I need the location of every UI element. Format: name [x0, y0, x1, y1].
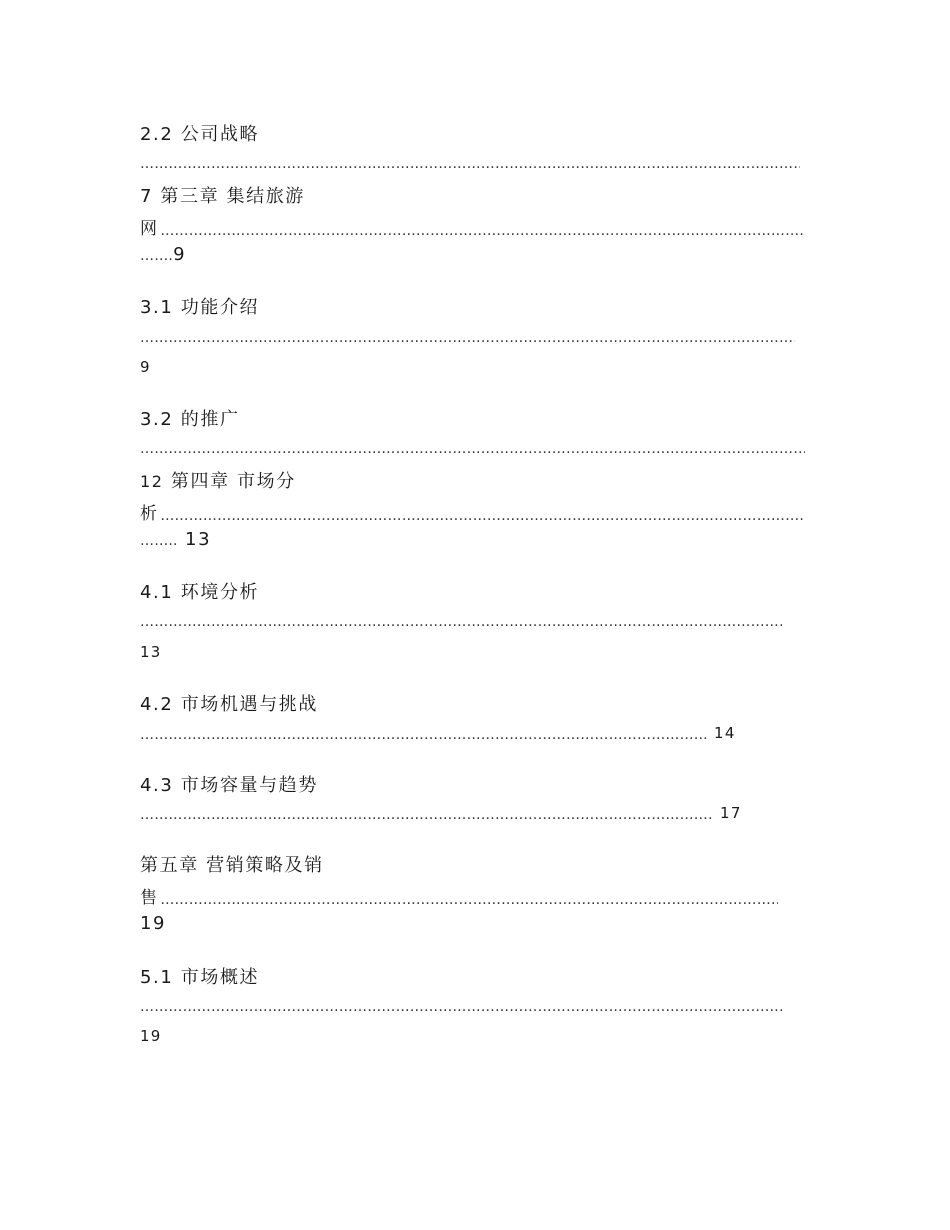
toc-entry-chapter-5-title[interactable]: 第五章 营销策略及销	[140, 855, 324, 876]
toc-leader-dots	[140, 999, 782, 1015]
toc-entry-5-1-title[interactable]: 5.1 市场概述	[140, 967, 260, 988]
toc-entry-4-2-title[interactable]: 4.2 市场机遇与挑战	[140, 694, 318, 715]
page-number: 19	[140, 913, 167, 934]
page-number: 12	[140, 472, 164, 491]
toc-leader-dots	[160, 892, 778, 908]
page-number: 14	[714, 724, 736, 742]
toc-entry-4-3-title[interactable]: 4.3 市场容量与趋势	[140, 775, 318, 796]
toc-leader-dots: …….	[140, 248, 174, 264]
toc-leader-dots	[160, 223, 805, 239]
toc-chapter-5-continued[interactable]	[140, 883, 778, 908]
toc-chapter-3-continued[interactable]	[140, 214, 805, 239]
toc-entry-3-2-title[interactable]: 3.2 的推广	[140, 409, 240, 430]
page-number: 9	[173, 244, 187, 265]
toc-chapter-3-title: 第三章 集结旅游	[160, 186, 305, 207]
page-number: 13	[185, 529, 212, 550]
page-number: 7	[140, 186, 154, 207]
toc-entry-4-2-leader	[140, 723, 736, 743]
toc-leader-dots: ……..	[140, 533, 178, 549]
toc-entry-2-2-title[interactable]: 2.2 公司战略	[140, 124, 260, 145]
toc-leader-dots	[160, 508, 805, 524]
toc-leader-dots	[140, 727, 706, 743]
toc-chapter-3-title-end: 网	[140, 219, 159, 239]
toc-chapter-4-title-end: 析	[140, 504, 159, 524]
toc-leader-dots	[140, 441, 805, 457]
toc-chapter-4-page	[140, 529, 211, 550]
toc-leader-dots	[140, 156, 800, 172]
toc-entry-4-1-title[interactable]: 4.1 环境分析	[140, 582, 260, 603]
toc-leader-dots	[140, 330, 795, 346]
toc-chapter-5-title-end: 售	[140, 888, 159, 908]
page-number: 9	[140, 358, 151, 376]
page-number: 17	[720, 804, 742, 822]
page-number: 19	[140, 1027, 162, 1045]
toc-leader-dots	[140, 614, 782, 630]
toc-entry-chapter-4[interactable]	[140, 467, 296, 493]
toc-leader-dots	[140, 807, 712, 823]
toc-chapter-4-title: 第四章 市场分	[170, 471, 296, 492]
toc-entry-chapter-3[interactable]	[140, 182, 305, 208]
toc-chapter-4-continued[interactable]	[140, 499, 805, 524]
page-number: 13	[140, 643, 162, 661]
toc-entry-3-1-title[interactable]: 3.1 功能介绍	[140, 297, 260, 318]
toc-entry-4-3-leader	[140, 803, 742, 823]
toc-chapter-3-page	[140, 244, 186, 265]
